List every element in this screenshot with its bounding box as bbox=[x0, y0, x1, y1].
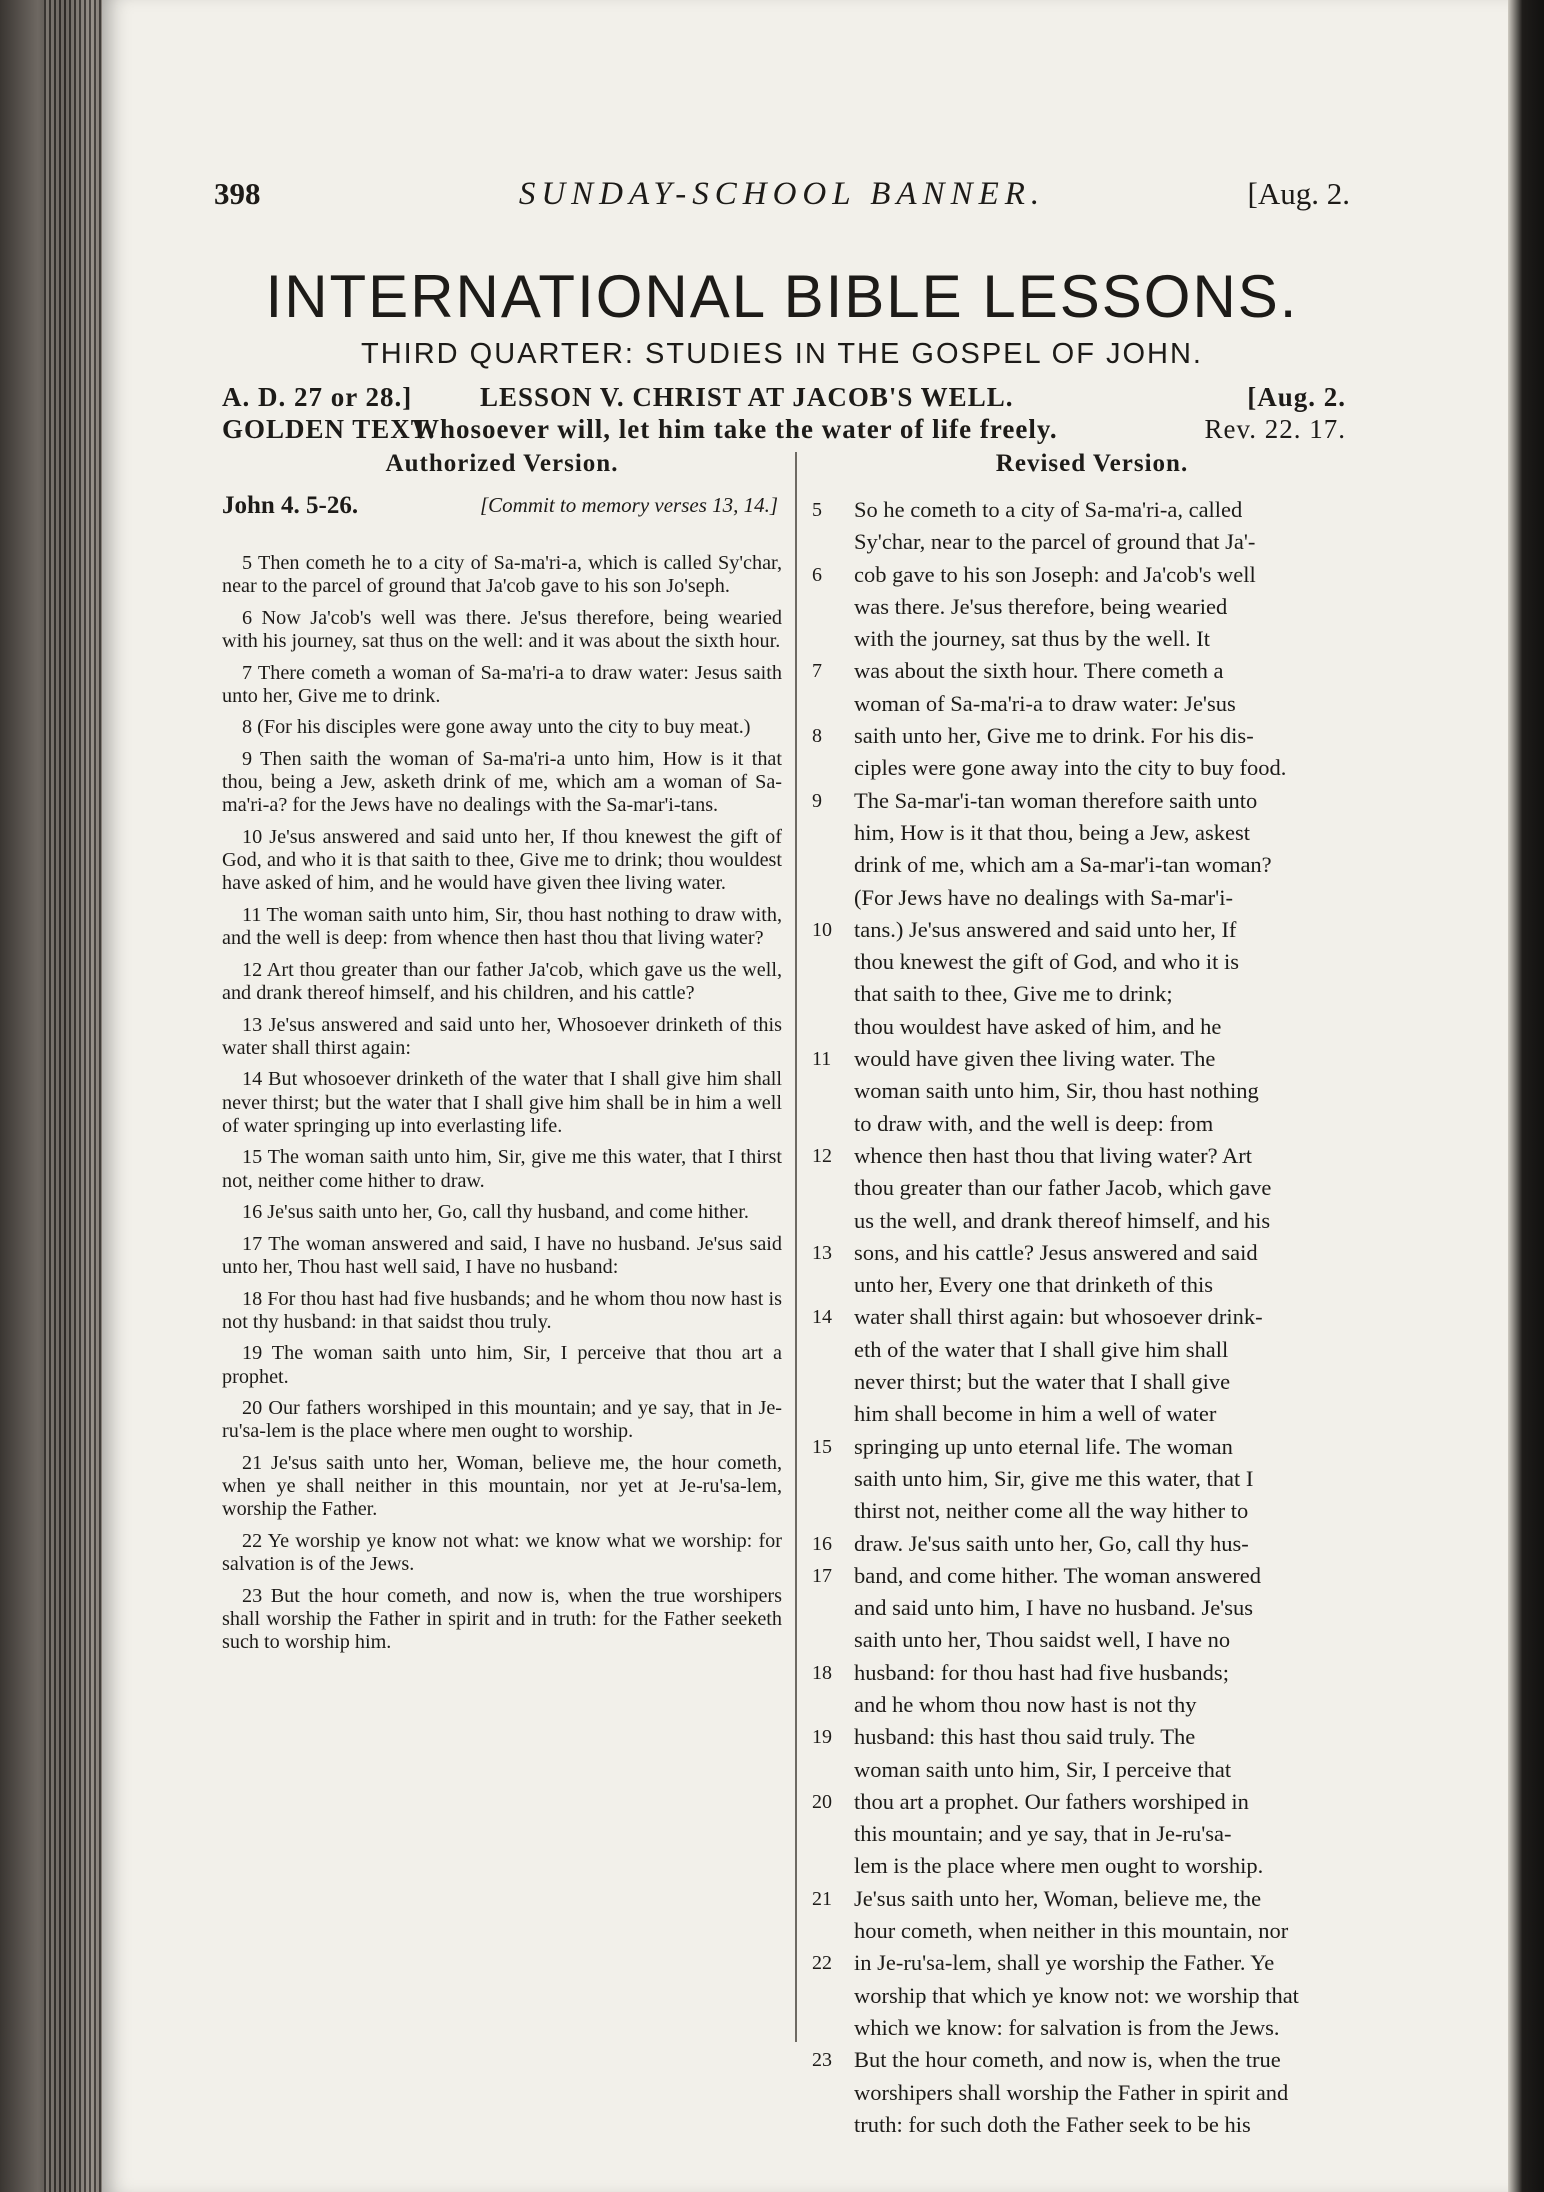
verse-number: 9 bbox=[812, 789, 822, 812]
revised-line bbox=[812, 2044, 1372, 2076]
revised-line bbox=[812, 591, 1372, 623]
lesson-title: LESSON V. CHRIST AT JACOB'S WELL. bbox=[480, 382, 1014, 412]
revised-line bbox=[812, 817, 1372, 849]
revised-line-text: sons, and his cattle? Jesus answered and said bbox=[854, 1239, 1258, 1265]
revised-line-text: and said unto him, I have no husband. Je'sus bbox=[854, 1595, 1254, 1621]
scripture-reference: John 4. 5-26. bbox=[222, 492, 359, 519]
column-divider bbox=[795, 452, 797, 2042]
verse-number: 6 bbox=[812, 563, 822, 586]
revised-line-text: woman saith unto him, Sir, I perceive that bbox=[854, 1756, 1232, 1782]
verse-number: 7 bbox=[812, 660, 822, 683]
authorized-verse: 22 Ye worship ye know not what: we know what we worship: for salvation is of the Jews. bbox=[222, 1529, 782, 1576]
verse-number: 12 bbox=[812, 1144, 832, 1167]
page-number: 398 bbox=[214, 176, 261, 211]
revised-line bbox=[812, 1334, 1372, 1366]
revised-line bbox=[812, 720, 1372, 752]
revised-line bbox=[812, 946, 1372, 978]
revised-line-text: worship that which ye know not: we worship that bbox=[854, 1982, 1299, 2008]
authorized-verse: 23 But the hour cometh, and now is, when the true worshipers shall worship the Father in spirit and in truth: for the Father seeketh such to worship him. bbox=[222, 1584, 782, 1654]
revised-line bbox=[812, 1495, 1372, 1527]
revised-line bbox=[812, 1754, 1372, 1786]
revised-line-text: worshipers shall worship the Father in spirit and bbox=[854, 2079, 1289, 2105]
revised-line-text: So he cometh to a city of Sa-ma'ri-a, called bbox=[854, 497, 1243, 522]
revised-line bbox=[812, 914, 1372, 946]
verse-number: 5 bbox=[812, 499, 822, 521]
revised-line bbox=[812, 2012, 1372, 2044]
revised-line-text: would have given thee living water. The bbox=[854, 1046, 1216, 1072]
page-edges bbox=[44, 0, 102, 2192]
authorized-verse: 20 Our fathers worshiped in this mountain; and ye say, that in Je-ru'sa-lem is the place where men ought to worship. bbox=[222, 1397, 782, 1443]
verse-number: 21 bbox=[812, 1887, 832, 1910]
authorized-verse: 10 Je'sus answered and said unto her, If thou knewest the gift of God, and who it is that saith to thee, Give me to drink; thou wouldest have asked of him, and he would have given thee living water. bbox=[222, 825, 782, 895]
revised-line-text: in Je-ru'sa-lem, shall ye worship the Father. Ye bbox=[854, 1950, 1275, 1976]
revised-verses bbox=[812, 494, 1372, 2141]
revised-line-text: Sy'char, near to the parcel of ground that Ja'- bbox=[854, 529, 1256, 555]
revised-line-text: saith unto him, Sir, give me this water, that I bbox=[854, 1465, 1254, 1491]
revised-line bbox=[812, 2109, 1372, 2141]
revised-line bbox=[812, 1431, 1372, 1463]
revised-line-text: thirst not, neither come all the way hither to bbox=[854, 1498, 1249, 1524]
revised-line bbox=[812, 559, 1372, 591]
revised-line bbox=[812, 1657, 1372, 1689]
authorized-verse: 19 The woman saith unto him, Sir, I perceive that thou art a prophet. bbox=[222, 1342, 782, 1388]
authorized-verse: 12 Art thou greater than our father Ja'cob, which gave us the well, and drank thereof himself, and his children, and his cattle? bbox=[222, 958, 782, 1004]
revised-line bbox=[812, 1172, 1372, 1204]
authorized-verse: 5 Then cometh he to a city of Sa-ma'ri-a, which is called Sy'char, near to the parcel of ground that Ja'cob gave to his son Jo'seph. bbox=[222, 552, 782, 598]
authorized-verse: 15 The woman saith unto him, Sir, give me this water, that I thirst not, neither come hither to draw. bbox=[222, 1146, 782, 1192]
revised-line-text: band, and come hither. The woman answered bbox=[854, 1562, 1261, 1588]
revised-line-text: him shall become in him a well of water bbox=[854, 1401, 1217, 1427]
authorized-verse: 6 Now Ja'cob's well was there. Je'sus therefore, being wearied with his journey, sat thus on the well: and it was about the sixth hour. bbox=[222, 606, 782, 652]
authorized-verse: 14 But whosoever drinketh of the water that I shall give him shall never thirst; but the water that I shall give him shall be in him a well of water springing up into everlasting life. bbox=[222, 1068, 782, 1137]
revised-line-text: with the journey, sat thus by the well. It bbox=[854, 626, 1210, 652]
revised-line bbox=[812, 1011, 1372, 1043]
lesson-year: A. D. 27 or 28.] bbox=[222, 382, 413, 412]
page-shadow bbox=[1508, 0, 1544, 2192]
authorized-verse: 16 Je'sus saith unto her, Go, call thy husband, and come hither. bbox=[242, 1201, 749, 1224]
revised-line-text: never thirst; but the water that I shall give bbox=[854, 1369, 1231, 1395]
revised-line bbox=[812, 1463, 1372, 1495]
revised-line bbox=[812, 1786, 1372, 1818]
revised-line-text: to draw with, and the well is deep: from bbox=[854, 1110, 1214, 1136]
revised-line-text: Je'sus saith unto her, Woman, believe me, the bbox=[854, 1885, 1262, 1911]
revised-line-text: tans.) Je'sus answered and said unto her, If bbox=[854, 916, 1237, 942]
verse-number: 17 bbox=[812, 1564, 832, 1587]
revised-line-text: saith unto her, Thou saidst well, I have no bbox=[854, 1627, 1231, 1653]
revised-line bbox=[812, 1237, 1372, 1269]
issue-date: [Aug. 2. bbox=[1247, 176, 1350, 211]
revised-line-text: (For Jews have no dealings with Sa-mar'i- bbox=[854, 884, 1233, 910]
memory-note bbox=[480, 492, 780, 518]
golden-text-ref: Rev. 22. 17. bbox=[1204, 414, 1346, 444]
revised-line bbox=[812, 1301, 1372, 1333]
revised-line bbox=[812, 785, 1372, 817]
revised-line bbox=[812, 1592, 1372, 1624]
revised-line bbox=[812, 1818, 1372, 1850]
revised-line-text: unto her, Every one that drinketh of this bbox=[854, 1272, 1214, 1298]
revised-line bbox=[812, 1980, 1372, 2012]
revised-line-text: thou greater than our father Jacob, which gave bbox=[854, 1175, 1272, 1201]
page-subtitle: THIRD QUARTER: STUDIES IN THE GOSPEL OF JOHN. bbox=[361, 338, 1203, 370]
verse-number: 14 bbox=[812, 1306, 832, 1329]
golden-text-label: GOLDEN TEXT. bbox=[222, 414, 436, 444]
revised-line-text: hour cometh, when neither in this mountain, nor bbox=[854, 1918, 1289, 1944]
revised-line-text: water shall thirst again: but whosoever drink- bbox=[854, 1304, 1263, 1330]
revised-line bbox=[812, 1075, 1372, 1107]
revised-line bbox=[812, 2077, 1372, 2109]
verse-number: 11 bbox=[812, 1048, 832, 1071]
verse-number: 23 bbox=[812, 2049, 832, 2072]
revised-line bbox=[812, 1366, 1372, 1398]
revised-line-text: this mountain; and ye say, that in Je-ru'sa- bbox=[854, 1821, 1232, 1847]
memory-note-text: [Commit to memory verses 13, 14.] bbox=[480, 493, 779, 517]
authorized-verse: 8 (For his disciples were gone away unto the city to buy meat.) bbox=[242, 716, 751, 739]
revised-line bbox=[812, 882, 1372, 914]
revised-line bbox=[812, 1624, 1372, 1656]
revised-line-text: cob gave to his son Joseph: and Ja'cob's well bbox=[854, 561, 1256, 587]
revised-line bbox=[812, 1108, 1372, 1140]
verse-number: 22 bbox=[812, 1952, 832, 1975]
revised-line bbox=[812, 1850, 1372, 1882]
authorized-verse: 7 There cometh a woman of Sa-ma'ri-a to draw water: Jesus saith unto her, Give me to drink. bbox=[222, 661, 782, 707]
revised-line bbox=[812, 1560, 1372, 1592]
magazine-title: SUNDAY-SCHOOL BANNER. bbox=[518, 176, 1046, 212]
revised-line-text: woman saith unto him, Sir, thou hast nothing bbox=[854, 1078, 1259, 1104]
revised-line-text: was about the sixth hour. There cometh a bbox=[854, 658, 1224, 684]
revised-line-text: which we know: for salvation is from the Jews. bbox=[854, 2014, 1280, 2040]
revised-line-text: thou wouldest have asked of him, and he bbox=[854, 1013, 1222, 1039]
verse-number: 20 bbox=[812, 1790, 832, 1813]
revised-line bbox=[812, 1043, 1372, 1075]
revised-line bbox=[812, 752, 1372, 784]
revised-line-text: drink of me, which am a Sa-mar'i-tan woman? bbox=[854, 852, 1272, 878]
golden-text: Whosoever will, let him take the water of life freely. bbox=[412, 414, 1058, 444]
revised-line-text: eth of the water that I shall give him shall bbox=[854, 1336, 1229, 1362]
revised-line bbox=[812, 1269, 1372, 1301]
authorized-verses bbox=[222, 552, 782, 1663]
verse-number: 8 bbox=[812, 725, 822, 748]
verse-number: 16 bbox=[812, 1532, 832, 1555]
revised-line bbox=[812, 526, 1372, 558]
revised-line-text: saith unto her, Give me to drink. For his dis- bbox=[854, 723, 1254, 749]
authorized-verse: 21 Je'sus saith unto her, Woman, believe me, the hour cometh, when ye shall neither in this mountain, nor yet at Je-ru'sa-lem, worship the Father. bbox=[222, 1451, 782, 1521]
revised-line bbox=[812, 688, 1372, 720]
authorized-verse: 11 The woman saith unto him, Sir, thou hast nothing to draw with, and the well is deep: from whence then hast thou that living water? bbox=[222, 903, 782, 950]
book-spine bbox=[0, 0, 108, 2192]
revised-line-text: springing up unto eternal life. The woman bbox=[854, 1433, 1233, 1459]
revised-line-text: was there. Je'sus therefore, being wearied bbox=[854, 593, 1228, 619]
revised-line bbox=[812, 1721, 1372, 1753]
revised-line bbox=[812, 1205, 1372, 1237]
revised-line-text: woman of Sa-ma'ri-a to draw water: Je'sus bbox=[854, 690, 1236, 716]
revised-line-text: truth: for such doth the Father seek to be his bbox=[854, 2111, 1251, 2137]
authorized-verse: 13 Je'sus answered and said unto her, Whosoever drinketh of this water shall thirst again: bbox=[222, 1013, 782, 1059]
revised-line bbox=[812, 1915, 1372, 1947]
revised-line-text: and he whom thou now hast is not thy bbox=[854, 1691, 1197, 1717]
revised-line bbox=[812, 849, 1372, 881]
authorized-heading: Authorized Version. bbox=[385, 450, 619, 477]
revised-line-text: lem is the place where men ought to worship. bbox=[854, 1853, 1264, 1879]
verse-number: 18 bbox=[812, 1661, 832, 1684]
lesson-date: [Aug. 2. bbox=[1247, 382, 1346, 412]
revised-line-text: us the well, and drank thereof himself, and his bbox=[854, 1207, 1271, 1233]
revised-line-text: thou art a prophet. Our fathers worshiped in bbox=[854, 1788, 1249, 1814]
revised-line-text: thou knewest the gift of God, and who it is bbox=[854, 949, 1239, 975]
running-head bbox=[214, 176, 1350, 236]
verse-number: 19 bbox=[812, 1726, 832, 1749]
revised-line bbox=[812, 978, 1372, 1010]
revised-line-text: husband: for thou hast had five husbands; bbox=[854, 1659, 1229, 1685]
revised-line-text: ciples were gone away into the city to buy food. bbox=[854, 755, 1287, 781]
authorized-verse: 18 For thou hast had five husbands; and he whom thou now hast is not thy husband: in that saidst thou truly. bbox=[222, 1287, 782, 1333]
verse-number: 13 bbox=[812, 1241, 832, 1264]
revised-line-text: whence then hast thou that living water? Art bbox=[854, 1142, 1253, 1168]
revised-line-text: that saith to thee, Give me to drink; bbox=[854, 981, 1173, 1007]
revised-line bbox=[812, 1140, 1372, 1172]
revised-line bbox=[812, 1883, 1372, 1915]
verse-number: 10 bbox=[812, 918, 832, 941]
revised-line bbox=[812, 1947, 1372, 1979]
revised-line-text: But the hour cometh, and now is, when the true bbox=[854, 2047, 1281, 2073]
revised-line bbox=[812, 655, 1372, 687]
revised-heading: Revised Version. bbox=[995, 450, 1189, 477]
verse-number: 15 bbox=[812, 1435, 832, 1458]
revised-line-text: The Sa-mar'i-tan woman therefore saith unto bbox=[854, 787, 1258, 813]
authorized-verse: 17 The woman answered and said, I have no husband. Je'sus said unto her, Thou hast well said, I have no husband: bbox=[222, 1232, 782, 1278]
revised-line bbox=[812, 1689, 1372, 1721]
revised-line bbox=[812, 623, 1372, 655]
revised-line-text: husband: this hast thou said truly. The bbox=[854, 1724, 1196, 1750]
page-title: INTERNATIONAL BIBLE LESSONS. bbox=[265, 263, 1299, 330]
revised-line bbox=[812, 494, 1372, 526]
revised-line-text: him, How is it that thou, being a Jew, askest bbox=[854, 819, 1250, 845]
revised-line bbox=[812, 1528, 1372, 1560]
revised-line bbox=[812, 1398, 1372, 1430]
authorized-verse: 9 Then saith the woman of Sa-ma'ri-a unto him, How is it that thou, being a Jew, asketh drink of me, which am a woman of Sa-ma'ri-a? for the Jews have no dealings with the Sa-mar'i-tans. bbox=[222, 747, 782, 817]
revised-line-text: draw. Je'sus saith unto her, Go, call thy hus- bbox=[854, 1530, 1249, 1556]
